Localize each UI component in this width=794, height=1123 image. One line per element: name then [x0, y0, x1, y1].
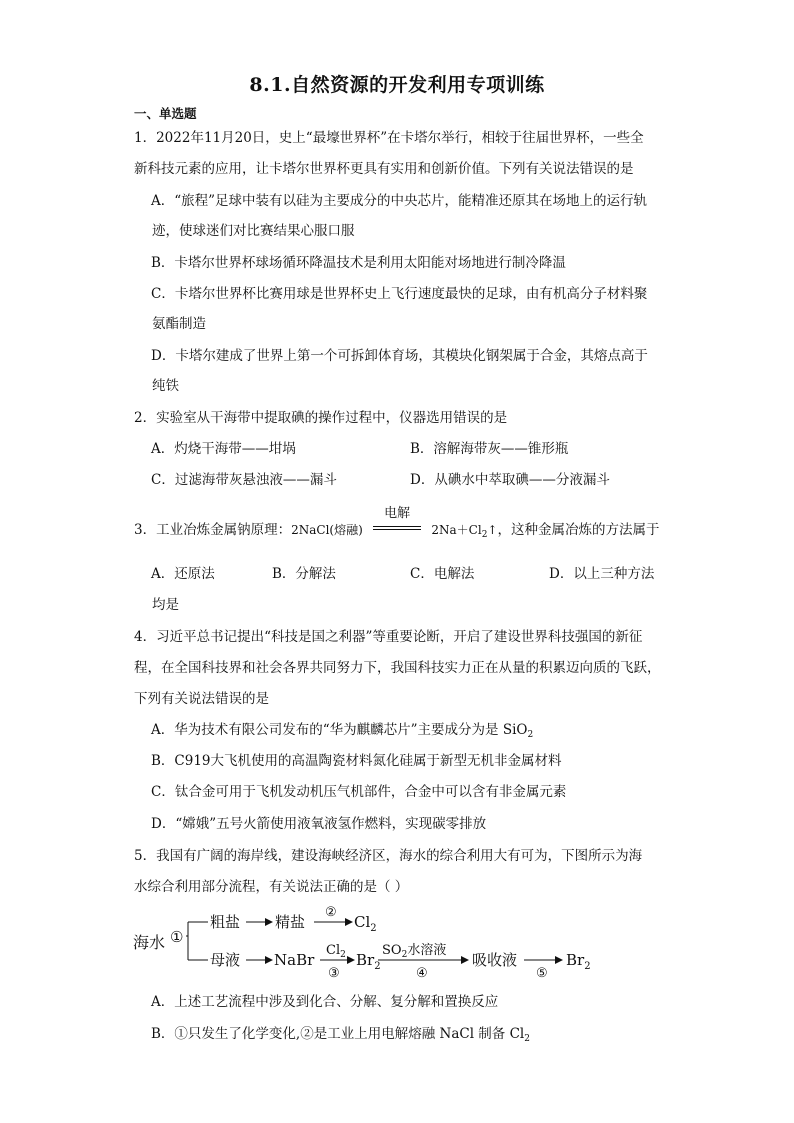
diagram-refined-salt: 精盐: [275, 913, 306, 931]
q4-stem-line2: 程，在全国科技界和社会各界共同努力下，我国科技实力正在从量的积累迈向质的飞跃，: [134, 660, 661, 676]
diagram-cl2-reagent-subscript: 2: [340, 950, 346, 960]
diagram-so2-reagent: [382, 942, 446, 960]
diagram-cl2-subscript: 2: [370, 923, 377, 934]
diagram-br2-final-symbol: Br: [566, 951, 585, 969]
diagram-cl2-reagent: [326, 943, 346, 960]
q4-stem-line1: 4．习近平总书记提出“科技是国之利器”等重要论断，开启了建设世界科技强国的新征: [134, 629, 643, 645]
diagram-cl2-product: [354, 913, 377, 934]
q5-option-b-subscript: 2: [524, 1034, 530, 1044]
q5-option-b-text: B．①只发生了化学变化,②是工业上用电解熔融 NaCl 制备 Cl: [151, 1026, 525, 1042]
q1-option-d-line2: 纯铁: [152, 378, 179, 394]
q2-option-b: B．溶解海带灰——锥形瓶: [410, 441, 569, 457]
electrolysis-equals-sign: [367, 506, 427, 538]
diagram-br2-intermediate: [356, 951, 381, 972]
page-title: 8.1.自然资源的开发利用专项训练: [249, 74, 545, 96]
q4-option-a-text: A．华为技术有限公司发布的“华为麒麟芯片”主要成分为是 SiO: [151, 722, 528, 738]
q3-option-d: D．以上三种方法: [549, 566, 655, 582]
q2-option-a: A．灼烧干海带——坩埚: [151, 441, 296, 457]
diagram-step-3: ③: [328, 966, 340, 980]
diagram-crude-salt: 粗盐: [210, 913, 241, 931]
q1-option-d-line1: D．卡塔尔建成了世界上第一个可拆卸体育场，其模块化钢架属于合金，其熔点高于: [151, 348, 648, 364]
diagram-cl2-reagent-symbol: Cl: [326, 943, 341, 958]
q3-reactant: 2NaCl(熔融): [291, 523, 363, 537]
section-heading: 一、单选题: [134, 106, 197, 121]
q4-option-b: B．C919大飞机使用的高温陶瓷材料氮化硅属于新型无机非金属材料: [151, 753, 562, 769]
q1-option-c-line2: 氨酯制造: [152, 316, 206, 332]
q3-option-a: A．还原法: [151, 566, 215, 582]
diagram-so2-subscript: 2: [401, 950, 408, 960]
diagram-br2-subscript: 2: [374, 961, 381, 972]
q1-stem-line1: 1．2022年11月20日，史上“最壕世界杯”在卡塔尔举行，相较于往届世界杯，一些全: [134, 130, 644, 146]
q3-stem-prefix: 3．工业冶炼金属钠原理：: [134, 522, 292, 538]
q4-option-a: [151, 720, 533, 745]
q3-option-d-line2: 均是: [152, 597, 179, 613]
q1-option-c-line1: C．卡塔尔世界杯比赛用球是世界杯史上飞行速度最快的足球，由有机高分子材料聚: [151, 286, 648, 302]
q2-stem: 2．实验室从干海带中提取碘的操作过程中，仪器选用错误的是: [134, 410, 508, 426]
q5-option-b: [151, 1024, 530, 1049]
diagram-seawater: 海水: [133, 933, 166, 952]
q1-option-a-line1: A．“旅程”足球中装有以硅为主要成分的中央芯片，能精准还原其在场地上的运行轨: [151, 193, 648, 209]
diagram-step-4: ④: [416, 966, 428, 980]
q3-stem-suffix: ，这种金属冶炼的方法属于: [497, 522, 660, 538]
q1-stem-line2: 新科技元素的应用，让卡塔尔世界杯更具有实用和创新价值。下列有关说法错误的是: [134, 161, 634, 177]
q1-option-a-line2: 迹，使球迷们对比赛结果心服口服: [152, 223, 355, 239]
q2-option-c: C．过滤海带灰悬浊液——漏斗: [151, 472, 337, 488]
diagram-step-2: ②: [325, 905, 337, 920]
diagram-br2-final: [566, 951, 591, 972]
diagram-step-5: ⑤: [536, 966, 548, 980]
q3-product-text: 2Na＋Cl: [431, 523, 482, 537]
diagram-br2-final-subscript: 2: [584, 961, 591, 972]
diagram-nabr: NaBr: [274, 951, 315, 969]
diagram-cl2-symbol: Cl: [354, 913, 371, 931]
diagram-absorbing-liquid: 吸收液: [472, 951, 518, 969]
q4-option-d: D．“嫦娥”五号火箭使用液氧液氢作燃料，实现碳零排放: [151, 816, 487, 832]
q3-option-c: C．电解法: [410, 566, 475, 582]
diagram-br2-symbol: Br: [356, 951, 375, 969]
q3-option-b: B．分解法: [272, 566, 336, 582]
q4-option-c: C．钛合金可用于飞机发动机压气机部件，合金中可以含有非金属元素: [151, 784, 567, 800]
q3-product: [431, 523, 498, 540]
q4-stem-line3: 下列有关说法错误的是: [134, 691, 269, 707]
diagram-mother-liquor: 母液: [210, 951, 241, 969]
q3-stem: [134, 506, 660, 545]
seawater-process-diagram: [130, 900, 650, 980]
diagram-so2-solution-label: 水溶液: [407, 943, 447, 958]
electrolysis-condition: 电解: [384, 506, 411, 521]
q1-option-b: B．卡塔尔世界杯球场循环降温技术是利用太阳能对场地进行制冷降温: [151, 255, 566, 271]
q5-stem-line2: 水综合利用部分流程，有关说法正确的是（ ）: [134, 879, 409, 895]
q3-gas-arrow: ↑: [487, 523, 498, 537]
q4-option-a-subscript: 2: [527, 730, 534, 740]
q5-stem-line1: 5．我国有广阔的海岸线，建设海峡经济区，海水的综合利用大有可为，下图所示为海: [134, 848, 643, 864]
q5-option-a: A．上述工艺流程中涉及到化合、分解、复分解和置换反应: [151, 994, 499, 1010]
q3-product-subscript: 2: [481, 530, 488, 540]
diagram-so2-symbol: SO: [382, 943, 402, 958]
q2-option-d: D．从碘水中萃取碘——分液漏斗: [410, 472, 610, 488]
diagram-step-1: ①: [170, 928, 184, 946]
